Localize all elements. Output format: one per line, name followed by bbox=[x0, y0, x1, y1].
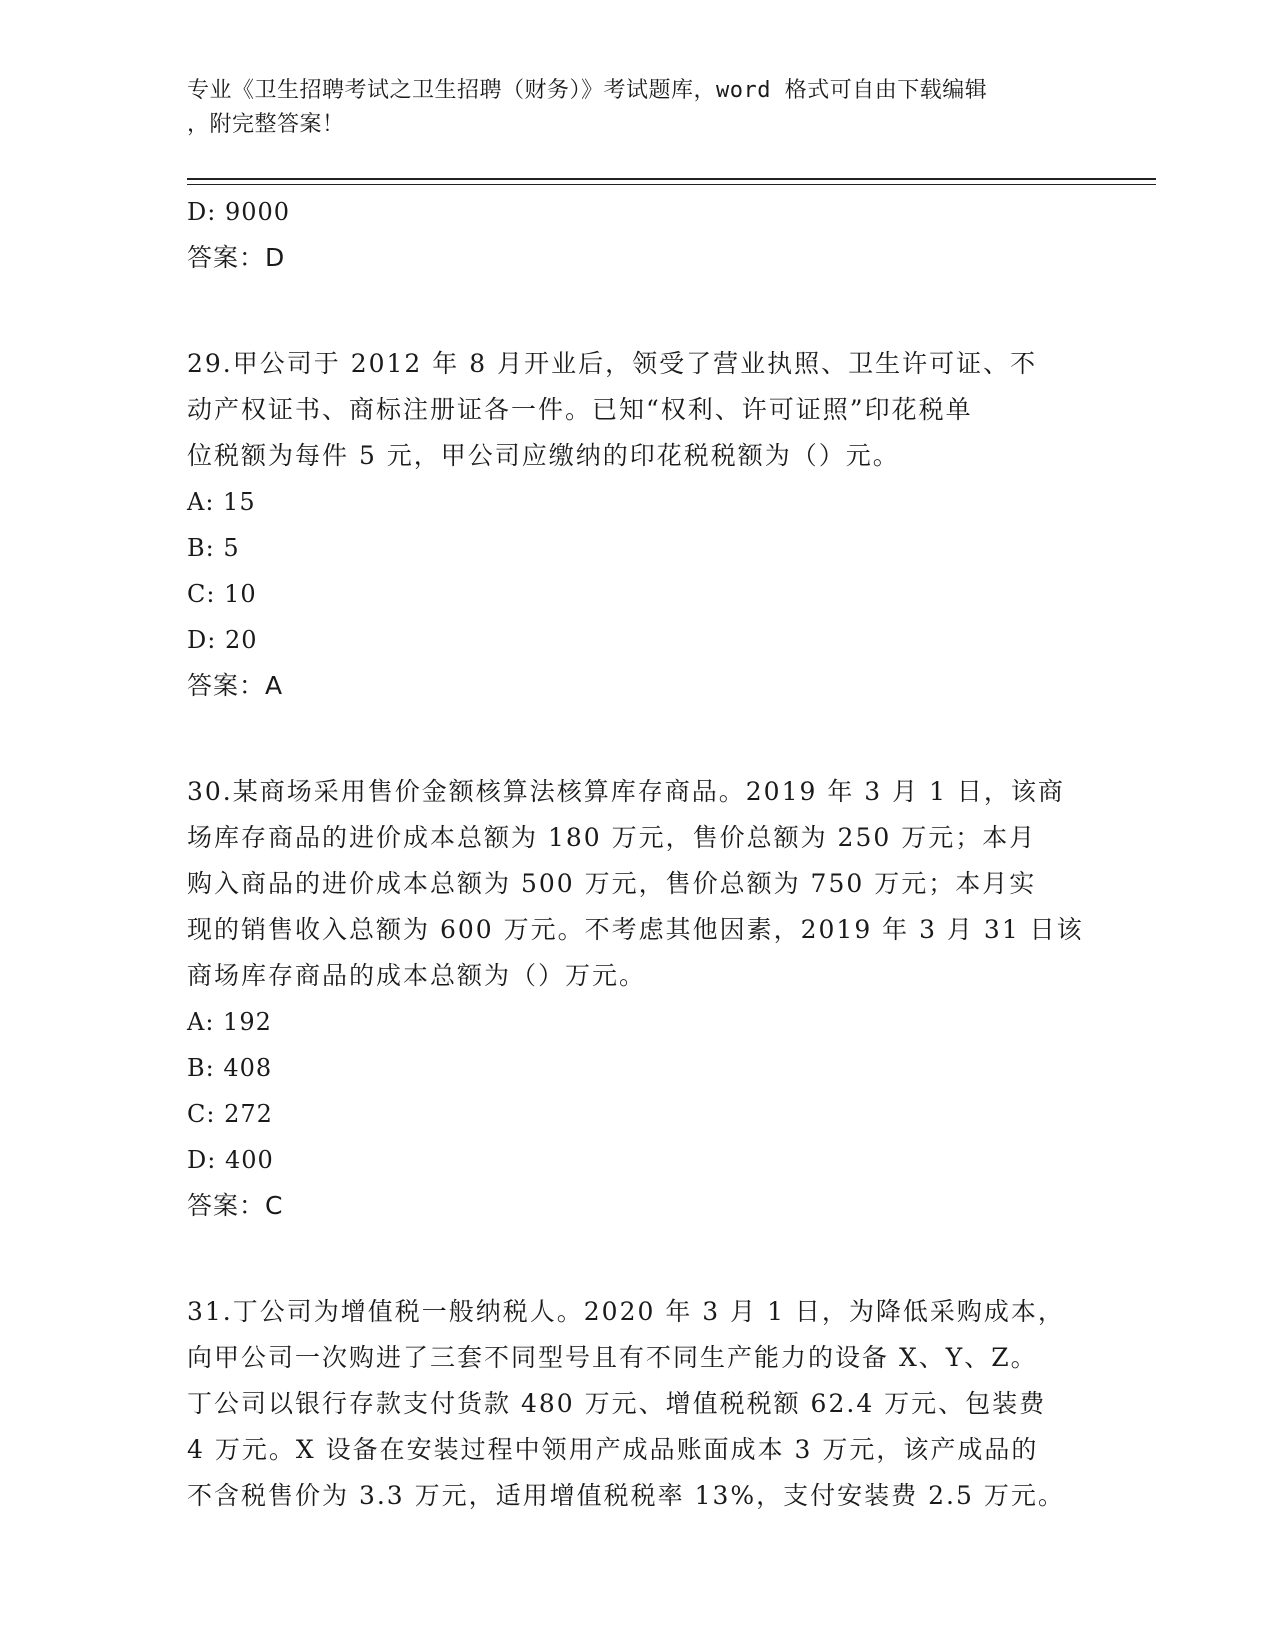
question-text-line: 商场库存商品的成本总额为（）万元。 bbox=[187, 961, 647, 990]
option-b: B: 5 bbox=[187, 534, 240, 562]
answer-label: 答案：C bbox=[187, 1191, 284, 1220]
question-text-line: 场库存商品的进价成本总额为 180 万元，售价总额为 250 万元；本月 bbox=[187, 823, 1037, 852]
option-a: A: 15 bbox=[187, 488, 256, 516]
answer-label: 答案：A bbox=[187, 671, 284, 700]
question-text-line: 购入商品的进价成本总额为 500 万元，售价总额为 750 万元；本月实 bbox=[187, 869, 1037, 898]
document-body bbox=[187, 189, 1087, 1519]
option-d: D: 9000 bbox=[187, 198, 291, 226]
option-d: D: 400 bbox=[187, 1146, 274, 1174]
question-text-line: 不含税售价为 3.3 万元，适用增值税税率 13%，支付安装费 2.5 万元。 bbox=[187, 1481, 1065, 1510]
document-header bbox=[187, 74, 1087, 142]
option-c: C: 10 bbox=[187, 580, 257, 608]
header-divider-thin bbox=[187, 184, 1156, 185]
header-line-1: 专业《卫生招聘考试之卫生招聘（财务）》考试题库，word 格式可自由下载编辑 bbox=[187, 78, 988, 103]
question-30 bbox=[187, 769, 1087, 1229]
previous-question-tail bbox=[187, 189, 1087, 281]
option-b: B: 408 bbox=[187, 1054, 273, 1082]
question-31 bbox=[187, 1289, 1087, 1519]
question-text-line: 29.甲公司于 2012 年 8 月开业后，领受了营业执照、卫生许可证、不 bbox=[187, 349, 1038, 378]
question-text-line: 4 万元。X 设备在安装过程中领用产成品账面成本 3 万元，该产成品的 bbox=[187, 1435, 1039, 1464]
header-divider-thick bbox=[187, 178, 1156, 180]
answer-label: 答案：D bbox=[187, 243, 286, 272]
option-c: C: 272 bbox=[187, 1100, 273, 1128]
option-d: D: 20 bbox=[187, 626, 258, 654]
question-text-line: 动产权证书、商标注册证各一件。已知“权利、许可证照”印花税单 bbox=[187, 395, 973, 424]
option-a: A: 192 bbox=[187, 1008, 272, 1036]
question-text-line: 30.某商场采用售价金额核算法核算库存商品。2019 年 3 月 1 日，该商 bbox=[187, 777, 1065, 806]
question-29 bbox=[187, 341, 1087, 709]
question-text-line: 31.丁公司为增值税一般纳税人。2020 年 3 月 1 日，为降低采购成本， bbox=[187, 1297, 1065, 1326]
question-text-line: 丁公司以银行存款支付货款 480 万元、增值税税额 62.4 万元、包装费 bbox=[187, 1389, 1047, 1418]
question-text-line: 位税额为每件 5 元，甲公司应缴纳的印花税税额为（）元。 bbox=[187, 441, 900, 470]
question-text-line: 向甲公司一次购进了三套不同型号且有不同生产能力的设备 X、Y、Z。 bbox=[187, 1343, 1038, 1372]
question-text-line: 现的销售收入总额为 600 万元。不考虑其他因素，2019 年 3 月 31 日该 bbox=[187, 915, 1084, 944]
header-line-2: ，附完整答案！ bbox=[187, 112, 345, 137]
